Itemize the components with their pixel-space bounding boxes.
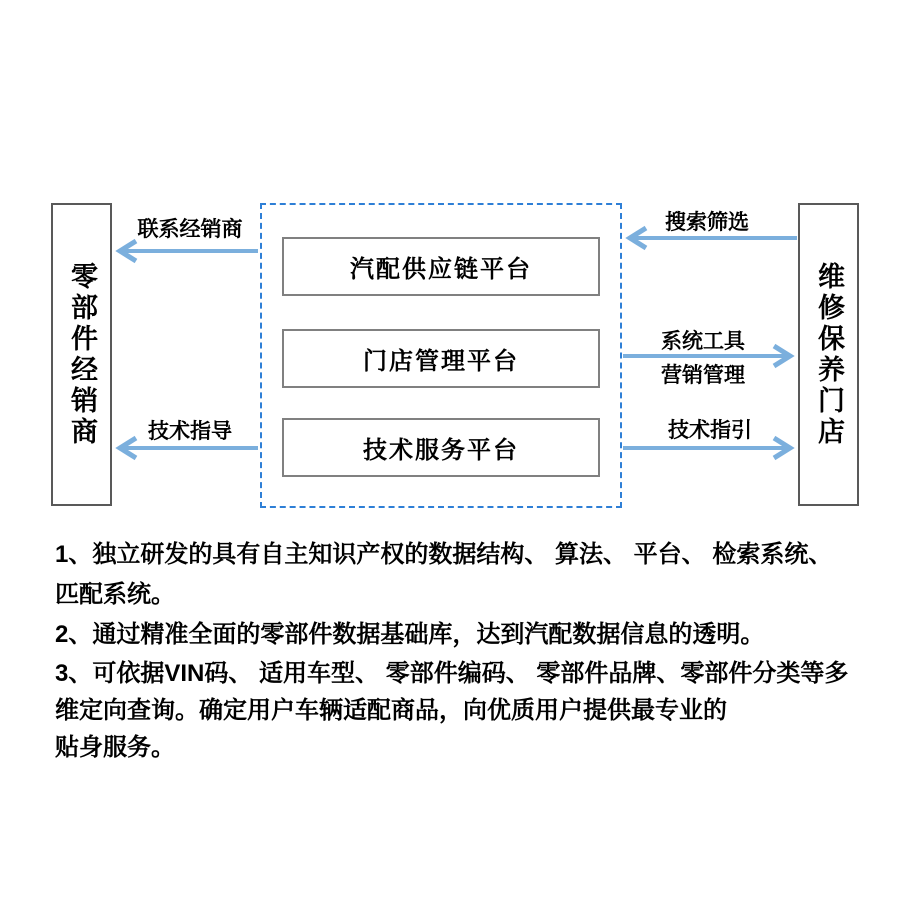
- right-entity-box-repair-shop: [798, 203, 859, 506]
- platform-label-tech-service: 技术服务平台: [363, 437, 519, 464]
- note-item-2: [55, 615, 877, 655]
- note-item-3: [55, 655, 877, 766]
- note-3-line-3: 贴身服务。: [55, 734, 175, 761]
- note-3-line-1: 3、可依据VIN码、 适用车型、 零部件编码、 零部件品牌、零部件分类等多: [55, 660, 849, 687]
- arrow-contact-dealer: [120, 241, 258, 261]
- platform-box-store-management: [282, 329, 600, 388]
- platform-box-tech-service: [282, 418, 600, 477]
- note-1-line-2: 匹配系统。: [55, 581, 175, 608]
- note-2-line-1: 2、通过精准全面的零部件数据基础库，达到汽配数据信息的透明。: [55, 621, 765, 648]
- platform-label-store-management: 门店管理平台: [363, 348, 519, 375]
- note-item-1: [55, 535, 877, 615]
- arrow-label-system-tools: 系统工具: [661, 330, 745, 353]
- left-entity-box-parts-distributor: [51, 203, 112, 506]
- arrow-label-tech-direction: 技术指引: [668, 419, 752, 442]
- platform-label-supply-chain: 汽配供应链平台: [350, 256, 532, 283]
- platform-box-supply-chain: [282, 237, 600, 296]
- arrow-label-tech-guidance: 技术指导: [148, 420, 232, 443]
- arrow-label-marketing-mgmt: 营销管理: [661, 364, 745, 387]
- right-entity-label: 维修保养门店: [814, 261, 844, 448]
- left-entity-label: 零部件经销商: [67, 261, 97, 448]
- arrow-label-contact-dealer: 联系经销商: [137, 218, 243, 241]
- note-3-line-2: 维定向查询。确定用户车辆适配商品，向优质用户提供最专业的: [55, 697, 727, 724]
- note-1-line-1: 1、独立研发的具有自主知识产权的数据结构、 算法、 平台、 检索系统、: [55, 541, 833, 568]
- arrow-label-search-filter: 搜索筛选: [665, 211, 749, 234]
- notes-section: [55, 535, 877, 766]
